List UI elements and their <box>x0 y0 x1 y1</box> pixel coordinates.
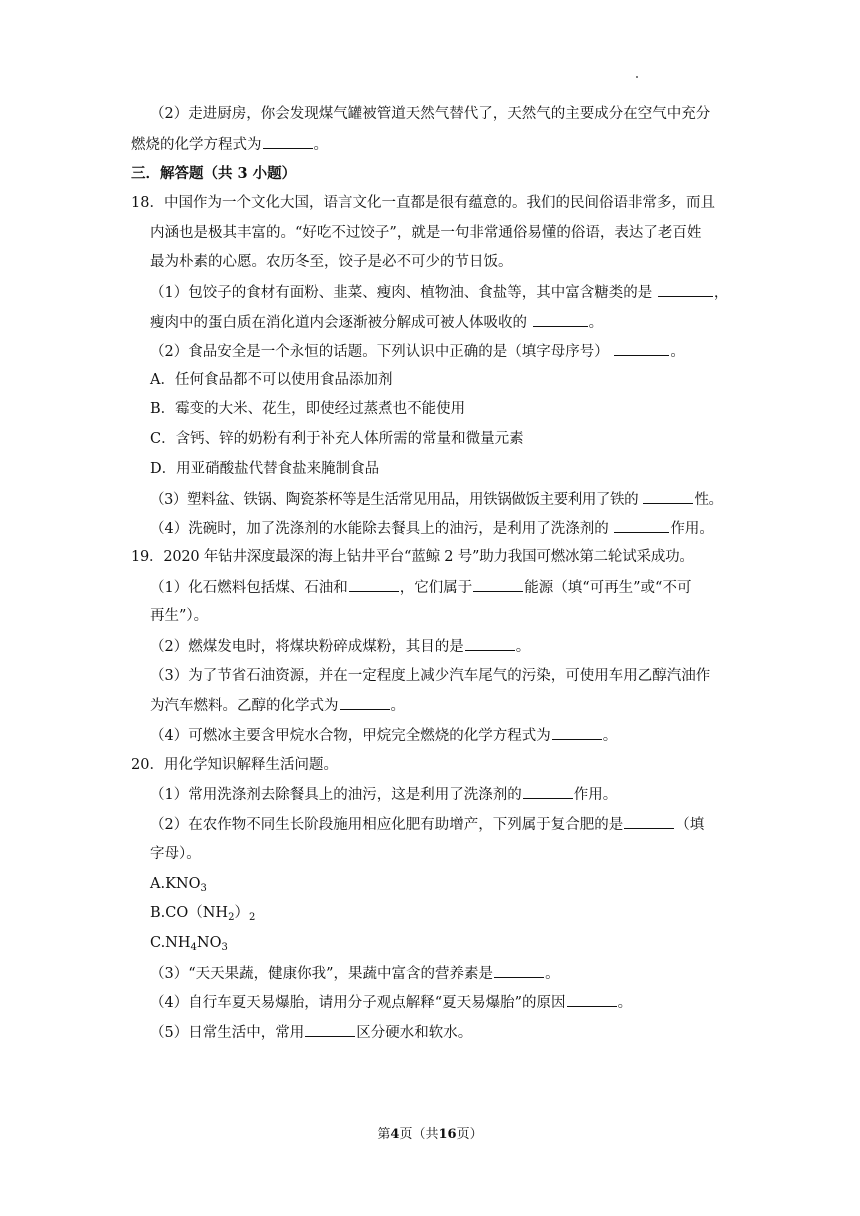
q19-part3-line2: 为汽车燃料。乙醇的化学式为 。 <box>150 695 405 716</box>
page-total: 16 <box>438 1127 457 1142</box>
answer-blank <box>658 282 713 297</box>
answer-blank <box>614 341 669 356</box>
q18-line1: 18．中国作为一个文化大国，语言文化一直都是很有蕴意的。我们的民间俗语非常多，而且 <box>131 195 715 211</box>
q20-option-a: $A.KNO_3$ <box>150 876 207 894</box>
answer-blank <box>473 577 523 592</box>
section-title: 三．解答题（共 3 小题） <box>131 165 297 182</box>
q18-option-d: D．用亚硝酸盐代替食盐来腌制食品 <box>150 461 380 477</box>
answer-blank <box>614 518 669 533</box>
answer-blank <box>624 814 674 829</box>
q17-part2-line1: （2）走进厨房，你会发现煤气罐被管道天然气替代了，天然气的主要成分在空气中充分 <box>150 106 711 122</box>
answer-blank <box>552 725 602 740</box>
q19-part4-line: （4）可燃冰主要含甲烷水合物，甲烷完全燃烧的化学方程式为 。 <box>150 725 617 746</box>
answer-blank <box>494 963 544 978</box>
answer-blank <box>465 636 515 651</box>
answer-blank <box>523 784 573 799</box>
q20-part3-line: （3）“天天果蔬，健康你我”，果蔬中富含的营养素是 。 <box>150 963 560 984</box>
q18-part4-line: （4）洗碗时，加了洗涤剂的水能除去餐具上的油污，是利用了洗涤剂的 作用。 <box>150 518 714 539</box>
q19-part1-line1: （1）化石燃料包括煤、石油和 ，它们属于 能源（填“可再生”或“不可 <box>150 577 691 598</box>
q18-part2-line: （2）食品安全是一个永恒的话题。下列认识中正确的是（填字母序号） 。 <box>150 341 685 362</box>
q18-option-b: B．霉变的大米、花生，即使经过蒸煮也不能使用 <box>150 401 466 417</box>
q18-part1-line2: 瘦肉中的蛋白质在消化道内会逐渐被分解成可被人体吸收的 。 <box>150 312 603 333</box>
q18-option-a: A．任何食品都不可以使用食品添加剂 <box>150 372 393 388</box>
q20-part1-line: （1）常用洗涤剂去除餐具上的油污，这是利用了洗涤剂的 作用。 <box>150 784 617 805</box>
answer-blank <box>349 577 399 592</box>
q20-part5-line: （5）日常生活中，常用 区分硬水和软水。 <box>150 1022 472 1043</box>
answer-blank <box>643 489 693 504</box>
q20-part2-line1: （2）在农作物不同生长阶段施用相应化肥有助增产，下列属于复合肥的是 （填 <box>150 814 704 835</box>
page-footer: 第4页（共16页） <box>377 1127 483 1142</box>
answer-blank <box>305 1022 355 1037</box>
answer-blank <box>533 312 588 327</box>
q18-line3: 最为朴素的心愿。农历冬至，饺子是必不可少的节日饭。 <box>150 254 513 270</box>
q17-part2-line2: 燃烧的化学方程式为 。 <box>131 134 328 155</box>
q18-part3-line: （3）塑料盆、铁锅、陶瓷茶杯等是生活常见用品，用铁锅做饭主要利用了铁的 性。 <box>150 489 723 510</box>
q19-part1-line2: 再生”）。 <box>150 608 209 624</box>
scan-dot <box>636 76 638 78</box>
q20-part2-line2: 字母）。 <box>150 846 201 862</box>
answer-blank <box>263 134 313 149</box>
q20-line1: 20．用化学知识解释生活问题。 <box>131 757 338 773</box>
q20-part4-line: （4）自行车夏天易爆胎，请用分子观点解释“夏天易爆胎”的原因 。 <box>150 992 632 1013</box>
q18-option-c: C．含钙、锌的奶粉有利于补充人体所需的常量和微量元素 <box>150 431 524 447</box>
q19-part2-line: （2）燃煤发电时，将煤块粉碎成煤粉，其目的是 。 <box>150 636 530 657</box>
q20-option-b: $B.CO(NH_2)_2$ <box>150 905 256 923</box>
q18-part1-line1: （1）包饺子的食材有面粉、韭菜、瘦肉、植物油、食盐等，其中富含糖类的是 ， <box>150 282 728 303</box>
q19-line1: 19．2020 年钻井深度最深的海上钻井平台“蓝鲸 2 号”助力我国可燃冰第二轮试采成功。 <box>131 549 694 565</box>
answer-blank <box>340 695 390 710</box>
page-number: 4 <box>390 1127 400 1142</box>
q19-part3-line1: （3）为了节省石油资源，并在一定程度上减少汽车尾气的污染，可使用车用乙醇汽油作 <box>150 668 711 684</box>
q18-line2: 内涵也是极其丰富的。“好吃不过饺子”，就是一句非常通俗易懂的俗语，表达了老百姓 <box>150 225 702 241</box>
answer-blank <box>567 992 617 1007</box>
q20-option-c: $C.NH_4NO_3$ <box>150 935 228 953</box>
